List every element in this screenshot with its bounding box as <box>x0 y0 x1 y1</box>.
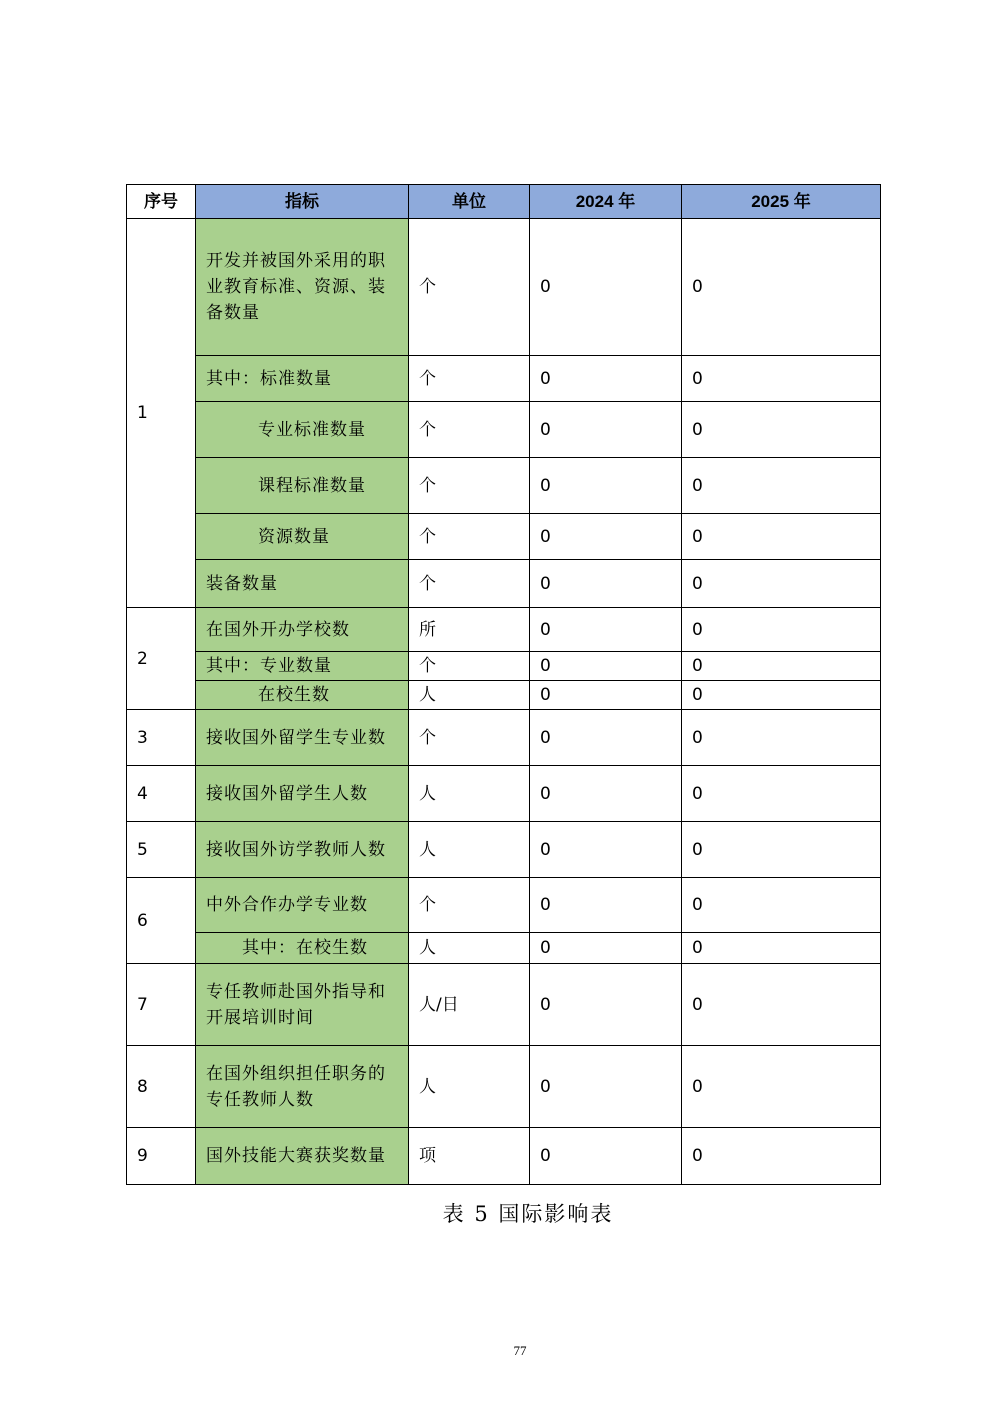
indicator-cell: 接收国外留学生专业数 <box>196 710 409 766</box>
value-2025-cell: 0 <box>682 933 881 964</box>
seq-cell: 5 <box>127 822 196 878</box>
header-2025: 2025 年 <box>682 185 881 219</box>
unit-cell: 个 <box>409 219 530 356</box>
indicator-cell: 开发并被国外采用的职业教育标准、资源、装备数量 <box>196 219 409 356</box>
international-influence-table <box>126 184 881 1185</box>
unit-cell: 项 <box>409 1128 530 1185</box>
indicator-cell: 在国外开办学校数 <box>196 608 409 652</box>
table-row <box>127 560 881 608</box>
indicator-cell: 其中：在校生数 <box>196 933 409 964</box>
seq-cell: 8 <box>127 1046 196 1128</box>
value-2025-cell: 0 <box>682 964 881 1046</box>
value-2025-cell: 0 <box>682 608 881 652</box>
unit-cell: 人/日 <box>409 964 530 1046</box>
indicator-cell: 在校生数 <box>196 681 409 710</box>
unit-cell: 人 <box>409 681 530 710</box>
unit-cell: 个 <box>409 652 530 681</box>
value-2024-cell: 0 <box>530 514 682 560</box>
value-2024-cell: 0 <box>530 356 682 402</box>
value-2025-cell: 0 <box>682 1128 881 1185</box>
unit-cell: 人 <box>409 822 530 878</box>
value-2025-cell: 0 <box>682 356 881 402</box>
value-2025-cell: 0 <box>682 402 881 458</box>
table-caption: 表 5 国际影响表 <box>442 1202 614 1226</box>
header-seq: 序号 <box>127 185 196 219</box>
table-row <box>127 681 881 710</box>
indicator-cell: 专任教师赴国外指导和开展培训时间 <box>196 964 409 1046</box>
table-row <box>127 933 881 964</box>
value-2024-cell: 0 <box>530 766 682 822</box>
seq-cell: 1 <box>127 219 196 608</box>
table-row <box>127 608 881 652</box>
unit-cell: 所 <box>409 608 530 652</box>
unit-cell: 个 <box>409 402 530 458</box>
header-indicator: 指标 <box>196 185 409 219</box>
value-2024-cell: 0 <box>530 652 682 681</box>
value-2024-cell: 0 <box>530 822 682 878</box>
seq-cell: 6 <box>127 878 196 964</box>
table-row <box>127 514 881 560</box>
value-2025-cell: 0 <box>682 652 881 681</box>
table-row <box>127 766 881 822</box>
table-row <box>127 402 881 458</box>
indicator-cell: 接收国外留学生人数 <box>196 766 409 822</box>
indicator-cell: 课程标准数量 <box>196 458 409 514</box>
indicator-cell: 国外技能大赛获奖数量 <box>196 1128 409 1185</box>
value-2024-cell: 0 <box>530 878 682 933</box>
value-2025-cell: 0 <box>682 1046 881 1128</box>
table-row <box>127 356 881 402</box>
value-2025-cell: 0 <box>682 878 881 933</box>
value-2025-cell: 0 <box>682 766 881 822</box>
indicator-cell: 在国外组织担任职务的专任教师人数 <box>196 1046 409 1128</box>
unit-cell: 人 <box>409 1046 530 1128</box>
indicator-cell: 其中：标准数量 <box>196 356 409 402</box>
unit-cell: 个 <box>409 560 530 608</box>
unit-cell: 人 <box>409 933 530 964</box>
unit-cell: 个 <box>409 514 530 560</box>
unit-cell: 个 <box>409 458 530 514</box>
value-2024-cell: 0 <box>530 681 682 710</box>
value-2024-cell: 0 <box>530 402 682 458</box>
value-2024-cell: 0 <box>530 933 682 964</box>
page-number: 77 <box>513 1343 527 1358</box>
value-2025-cell: 0 <box>682 219 881 356</box>
indicator-cell: 接收国外访学教师人数 <box>196 822 409 878</box>
seq-cell: 3 <box>127 710 196 766</box>
value-2024-cell: 0 <box>530 608 682 652</box>
value-2025-cell: 0 <box>682 681 881 710</box>
seq-cell: 4 <box>127 766 196 822</box>
unit-cell: 个 <box>409 878 530 933</box>
value-2024-cell: 0 <box>530 1128 682 1185</box>
value-2025-cell: 0 <box>682 710 881 766</box>
table-header-row <box>127 185 881 219</box>
unit-cell: 个 <box>409 356 530 402</box>
seq-cell: 2 <box>127 608 196 710</box>
table-row <box>127 1128 881 1185</box>
value-2024-cell: 0 <box>530 1046 682 1128</box>
indicator-cell: 中外合作办学专业数 <box>196 878 409 933</box>
table-row <box>127 1046 881 1128</box>
unit-cell: 人 <box>409 766 530 822</box>
value-2025-cell: 0 <box>682 560 881 608</box>
value-2024-cell: 0 <box>530 710 682 766</box>
table-row <box>127 822 881 878</box>
table-row <box>127 878 881 933</box>
value-2025-cell: 0 <box>682 458 881 514</box>
table-row <box>127 652 881 681</box>
value-2024-cell: 0 <box>530 219 682 356</box>
value-2025-cell: 0 <box>682 514 881 560</box>
header-2024: 2024 年 <box>530 185 682 219</box>
table-row <box>127 710 881 766</box>
table-row <box>127 964 881 1046</box>
value-2024-cell: 0 <box>530 458 682 514</box>
seq-cell: 7 <box>127 964 196 1046</box>
indicator-cell: 其中：专业数量 <box>196 652 409 681</box>
table-row <box>127 458 881 514</box>
seq-cell: 9 <box>127 1128 196 1185</box>
table-row <box>127 219 881 356</box>
indicator-cell: 装备数量 <box>196 560 409 608</box>
indicator-cell: 专业标准数量 <box>196 402 409 458</box>
value-2024-cell: 0 <box>530 560 682 608</box>
header-unit: 单位 <box>409 185 530 219</box>
value-2025-cell: 0 <box>682 822 881 878</box>
unit-cell: 个 <box>409 710 530 766</box>
indicator-cell: 资源数量 <box>196 514 409 560</box>
value-2024-cell: 0 <box>530 964 682 1046</box>
